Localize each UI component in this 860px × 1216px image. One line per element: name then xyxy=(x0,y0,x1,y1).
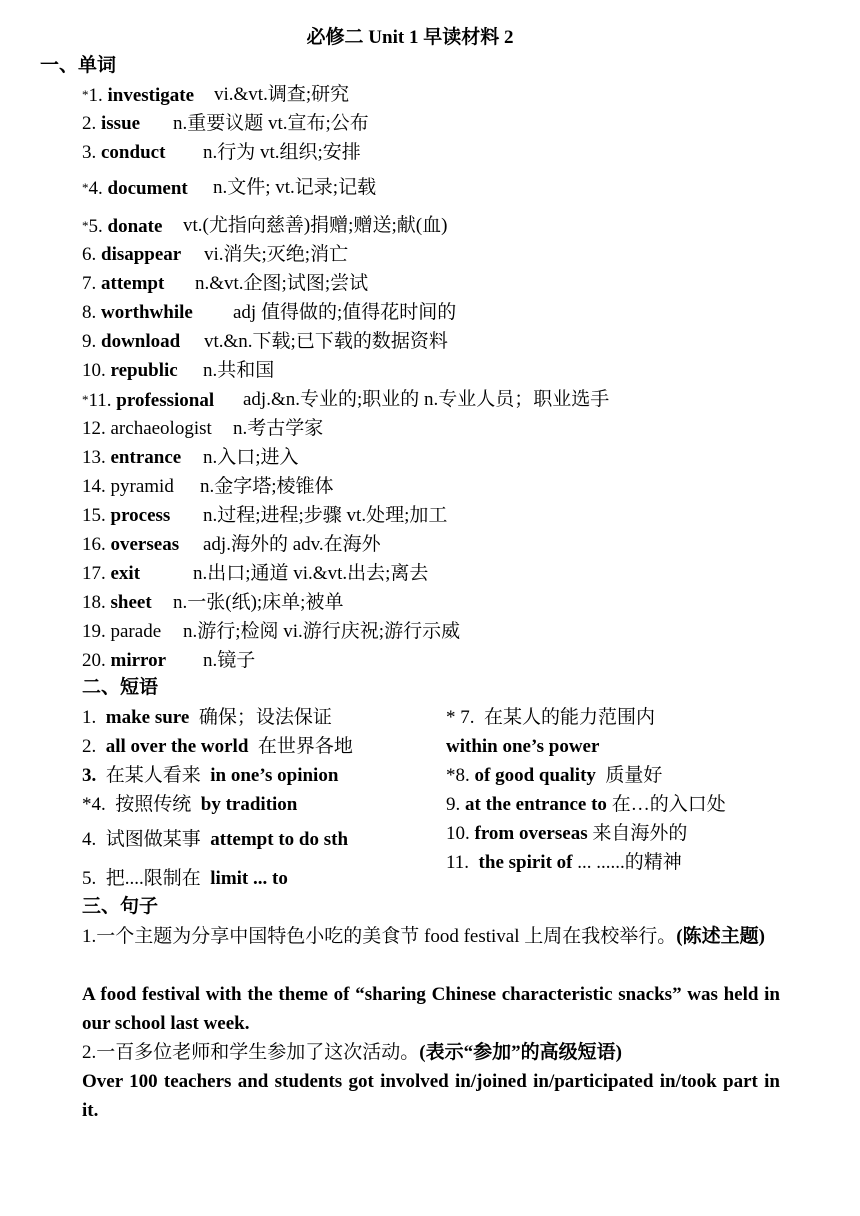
sentence-1-note: (陈述主题) xyxy=(676,926,765,947)
vocab-number: 2. xyxy=(82,113,97,134)
vocab-item xyxy=(82,388,214,413)
vocab-item xyxy=(82,620,161,644)
phrase-english: of good quality xyxy=(474,765,596,786)
vocab-definition: adj.海外的 adv.在海外 xyxy=(203,534,381,555)
vocab-item xyxy=(82,359,178,383)
phrase-chinese: 在世界各地 xyxy=(248,736,353,757)
phrase-chinese: 在某人看来 xyxy=(96,765,211,786)
vocab-definition: n.镜子 xyxy=(203,650,256,671)
vocab-number: 14. xyxy=(82,476,106,497)
vocab-definition: adj.&n.专业的;职业的 n.专业人员；职业选手 xyxy=(243,389,610,410)
phrase-prefix: 4. 试图做某事 xyxy=(82,829,211,850)
vocab-number: 15. xyxy=(82,505,106,526)
vocab-number: 11. xyxy=(88,390,112,411)
vocab-number: 4. xyxy=(88,178,103,199)
vocab-number: 13. xyxy=(82,447,106,468)
phrase-prefix: 9. xyxy=(446,794,465,815)
vocab-number: 9. xyxy=(82,331,97,352)
vocab-item xyxy=(82,417,212,441)
sentence-2-chinese-text: 2.一百多位老师和学生参加了这次活动。 xyxy=(82,1042,420,1063)
phrase-english: limit ... to xyxy=(210,868,288,889)
vocab-word: parade xyxy=(110,621,162,642)
vocab-item xyxy=(82,83,194,108)
phrase-item xyxy=(446,764,662,788)
vocab-word: mirror xyxy=(110,650,167,671)
vocab-word: download xyxy=(101,331,181,352)
phrase-item xyxy=(82,867,288,891)
vocab-number: 5. xyxy=(88,216,103,237)
vocab-item xyxy=(82,112,140,136)
vocab-number: 10. xyxy=(82,360,106,381)
vocab-definition: n.游行;检阅 vi.游行庆祝;游行示威 xyxy=(183,621,461,642)
phrase-prefix: 5. 把....限制在 xyxy=(82,868,211,889)
vocab-number: 7. xyxy=(82,273,97,294)
vocab-definition: n.入口;进入 xyxy=(203,447,299,468)
vocab-word: pyramid xyxy=(110,476,174,497)
phrase-item xyxy=(446,822,687,846)
phrase-english: at the entrance to xyxy=(465,794,607,815)
section-heading-phrases: 二、短语 xyxy=(82,677,159,698)
phrase-english: attempt to do sth xyxy=(210,829,349,850)
vocab-word: professional xyxy=(116,390,215,411)
vocab-number: 8. xyxy=(82,302,97,323)
phrase-english: make sure xyxy=(105,707,190,728)
vocab-word: disappear xyxy=(101,244,182,265)
phrase-prefix: 2. xyxy=(82,736,106,757)
vocab-number: 1. xyxy=(88,85,103,106)
phrase-item xyxy=(446,793,726,817)
vocab-definition: n.一张(纸);床单;被单 xyxy=(173,592,344,613)
vocab-definition: n.考古学家 xyxy=(233,418,324,439)
vocab-word: archaeologist xyxy=(110,418,212,439)
vocab-definition: n.文件; vt.记录;记载 xyxy=(213,177,377,198)
section-heading-vocabulary: 一、单词 xyxy=(40,55,117,76)
section-heading-sentences: 三、句子 xyxy=(82,896,159,917)
phrase-english: in one’s opinion xyxy=(210,765,339,786)
vocab-item xyxy=(82,330,180,354)
vocab-word: sheet xyxy=(110,592,152,613)
phrase-chinese: 来自海外的 xyxy=(587,823,688,844)
phrase-prefix: 1. xyxy=(82,707,106,728)
vocab-definition: n.共和国 xyxy=(203,360,275,381)
phrase-prefix: 11. xyxy=(446,852,479,873)
phrase-english: from overseas xyxy=(474,823,588,844)
vocab-item xyxy=(82,446,181,470)
vocab-definition: n.过程;进程;步骤 vt.处理;加工 xyxy=(203,505,448,526)
phrase-chinese: 确保；设法保证 xyxy=(189,707,332,728)
star-marker: * xyxy=(82,180,89,195)
vocab-number: 3. xyxy=(82,142,97,163)
vocab-definition: n.行为 vt.组织;安排 xyxy=(203,142,361,163)
vocab-item xyxy=(82,243,181,267)
vocab-item xyxy=(82,272,164,296)
page-title: 必修二 Unit 1 早读材料 2 xyxy=(306,27,514,48)
vocab-definition: vi.消失;灭绝;消亡 xyxy=(204,244,349,265)
phrase-item xyxy=(82,764,338,788)
vocab-word: document xyxy=(107,178,188,199)
vocab-number: 17. xyxy=(82,563,106,584)
sentence-2-english: Over 100 teachers and students got involved in/joined in/participated in/took part in it. xyxy=(82,1071,780,1121)
phrase-prefix: * 7. 在某人的能力范围内 xyxy=(446,707,656,728)
sentence-2-note: (表示“参加”的高级短语) xyxy=(419,1042,622,1063)
vocab-word: entrance xyxy=(110,447,182,468)
vocab-item xyxy=(82,562,140,586)
vocab-definition: n.重要议题 vt.宣布;公布 xyxy=(173,113,369,134)
vocab-word: investigate xyxy=(107,85,195,106)
phrase-english: by tradition xyxy=(200,794,298,815)
phrase-item xyxy=(446,735,599,759)
sentence-1-english: A food festival with the theme of “sharing Chinese characteristic snacks” was held in our school last week. xyxy=(82,984,780,1034)
vocab-word: republic xyxy=(110,360,178,381)
vocab-item xyxy=(82,214,162,239)
phrase-item xyxy=(446,706,655,730)
star-marker: * xyxy=(82,218,89,233)
vocab-item xyxy=(82,533,179,557)
phrase-item xyxy=(82,735,353,759)
vocab-number: 20. xyxy=(82,650,106,671)
vocab-number: 6. xyxy=(82,244,97,265)
vocab-word: issue xyxy=(101,113,141,134)
phrase-prefix: *4. 按照传统 xyxy=(82,794,201,815)
vocab-word: conduct xyxy=(101,142,166,163)
phrase-chinese: 质量好 xyxy=(595,765,663,786)
phrase-prefix: *8. xyxy=(446,765,475,786)
phrase-item xyxy=(446,851,682,875)
phrase-chinese: 在…的入口处 xyxy=(606,794,726,815)
vocab-word: attempt xyxy=(101,273,165,294)
vocab-definition: vi.&vt.调查;研究 xyxy=(214,84,350,105)
vocab-number: 19. xyxy=(82,621,106,642)
star-marker: * xyxy=(82,87,89,102)
vocab-item xyxy=(82,141,165,165)
vocab-definition: n.出口;通道 vi.&vt.出去;离去 xyxy=(193,563,429,584)
sentence-2-chinese xyxy=(82,1038,780,1067)
phrase-english: all over the world xyxy=(105,736,249,757)
vocab-item xyxy=(82,591,152,615)
phrase-english: within one’s power xyxy=(446,736,600,757)
vocab-item xyxy=(82,176,188,201)
vocab-number: 18. xyxy=(82,592,106,613)
vocab-word: exit xyxy=(110,563,141,584)
vocab-item xyxy=(82,504,170,528)
vocab-definition: adj 值得做的;值得花时间的 xyxy=(233,302,457,323)
vocab-definition: vt.(尤指向慈善)捐赠;赠送;献(血) xyxy=(183,215,448,236)
vocab-item xyxy=(82,301,193,325)
phrase-item xyxy=(82,706,332,730)
vocab-definition: vt.&n.下载;已下载的数据资料 xyxy=(204,331,448,352)
phrase-item xyxy=(82,828,348,852)
vocab-word: process xyxy=(110,505,171,526)
vocab-word: overseas xyxy=(110,534,180,555)
phrase-item xyxy=(82,793,297,817)
phrase-english: the spirit of xyxy=(478,852,573,873)
vocab-number: 16. xyxy=(82,534,106,555)
star-marker: * xyxy=(82,392,89,407)
phrase-english: 3. xyxy=(82,765,97,786)
vocab-definition: n.金字塔;棱锥体 xyxy=(200,476,334,497)
vocab-word: donate xyxy=(107,216,163,237)
vocab-item xyxy=(82,649,166,673)
sentence-1-chinese xyxy=(82,922,780,951)
phrase-chinese: ... ......的精神 xyxy=(572,852,682,873)
phrase-prefix: 10. xyxy=(446,823,475,844)
sentence-1-chinese-text: 1.一个主题为分享中国特色小吃的美食节 food festival 上周在我校举行。 xyxy=(82,926,677,947)
vocab-word: worthwhile xyxy=(101,302,193,323)
vocab-item xyxy=(82,475,174,499)
vocab-definition: n.&vt.企图;试图;尝试 xyxy=(195,273,369,294)
vocab-number: 12. xyxy=(82,418,106,439)
